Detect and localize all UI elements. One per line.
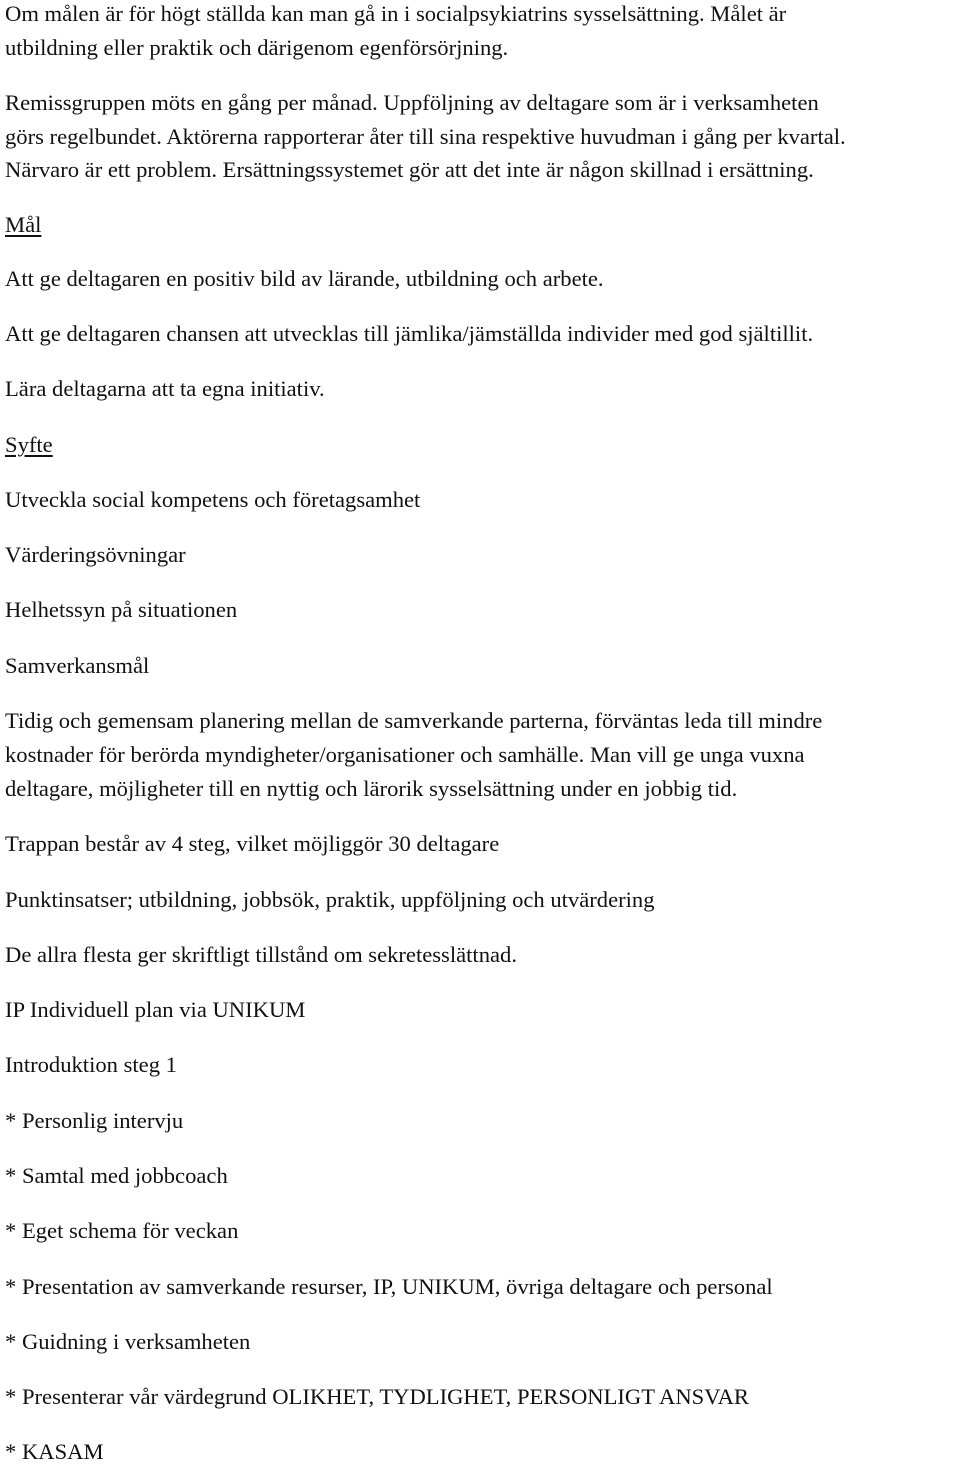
step-item: * Personlig intervju — [5, 1108, 184, 1133]
fact-line: Punktinsatser; utbildning, jobbsök, praktik, uppföljning och utvärdering — [5, 887, 655, 912]
meetings-line-1: Remissgruppen möts en gång per månad. Uppföljning av deltagare som är i verksamheten — [5, 90, 819, 115]
fact-line: Introduktion steg 1 — [5, 1052, 177, 1077]
step-item: * Eget schema för veckan — [5, 1218, 239, 1243]
step-item: * Samtal med jobbcoach — [5, 1163, 228, 1188]
fact-line: IP Individuell plan via UNIKUM — [5, 997, 306, 1022]
meetings-line-2: görs regelbundet. Aktörerna rapporterar åter till sina respektive huvudman i gång per kvartal. — [5, 124, 846, 149]
cooperation-line-3: deltagare, möjligheter till en nyttig och lärorik sysselsättning under en jobbig tid. — [5, 776, 738, 801]
step-item: * KASAM — [5, 1439, 104, 1464]
intro-line-1: Om målen är för högt ställda kan man gå in i socialpsykiatrins sysselsättning. Målet är — [5, 1, 787, 26]
fact-line: De allra flesta ger skriftligt tillstånd om sekretesslättnad. — [5, 942, 517, 967]
goal-item: Att ge deltagaren en positiv bild av lärande, utbildning och arbete. — [5, 266, 604, 291]
step-item: * Guidning i verksamheten — [5, 1329, 251, 1354]
meetings-line-3: Närvaro är ett problem. Ersättningssystemet gör att det inte är någon skillnad i ersättning. — [5, 157, 814, 182]
purpose-item: Värderingsövningar — [5, 542, 186, 567]
purpose-heading: Syfte — [5, 432, 53, 457]
step-item: * Presentation av samverkande resurser, IP, UNIKUM, övriga deltagare och personal — [5, 1274, 773, 1299]
cooperation-line-2: kostnader för berörda myndigheter/organisationer och samhälle. Man vill ge unga vuxna — [5, 742, 805, 767]
fact-line: Trappan består av 4 steg, vilket möjliggör 30 deltagare — [5, 831, 500, 856]
intro-line-2: utbildning eller praktik och därigenom egenförsörjning. — [5, 35, 509, 60]
goal-item: Lära deltagarna att ta egna initiativ. — [5, 376, 325, 401]
purpose-item: Helhetssyn på situationen — [5, 597, 238, 622]
purpose-item: Samverkansmål — [5, 653, 150, 678]
goals-heading: Mål — [5, 212, 42, 237]
goal-item: Att ge deltagaren chansen att utvecklas till jämlika/jämställda individer med god själtillit. — [5, 321, 814, 346]
cooperation-line-1: Tidig och gemensam planering mellan de samverkande parterna, förväntas leda till mindre — [5, 708, 823, 733]
step-item: * Presenterar vår värdegrund OLIKHET, TYDLIGHET, PERSONLIGT ANSVAR — [5, 1384, 750, 1409]
purpose-item: Utveckla social kompetens och företagsamhet — [5, 487, 421, 512]
